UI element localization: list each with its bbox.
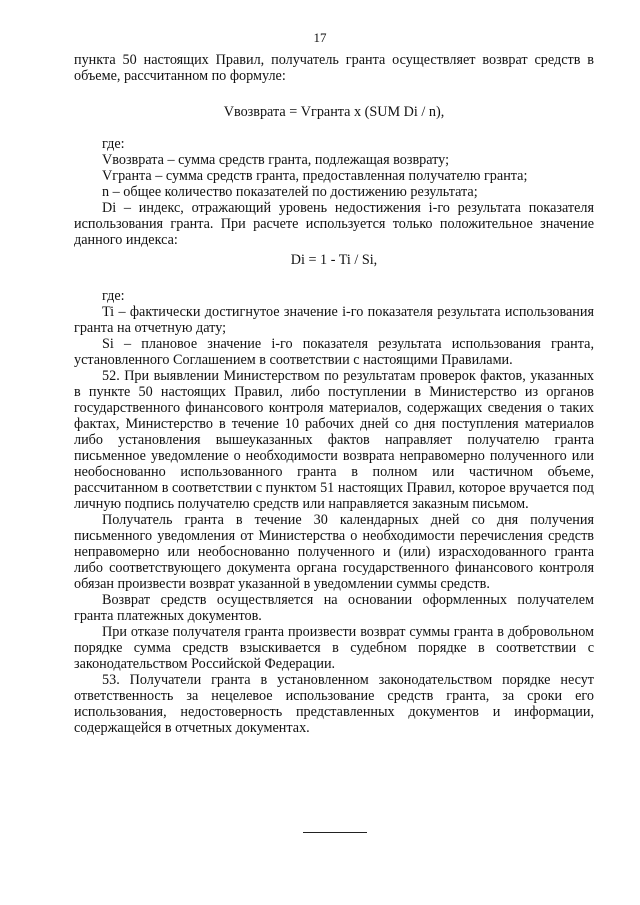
paragraph-52: 52. При выявлении Министерством по результатам проверок фактов, указанных в пункте 50 настоящих Правил, либо поступлении в Министерство из органов государственного финансового контроля материалов, содержащих сведения о таких фактах, Министерство в течение 10 рабочих дней со дня поступления материалов либо установления вышеуказанных фактов направляет получателю гранта письменное уведомление о необходимости возврата неправомерно полученного или необоснованно использованного гранта в полном или частичном объеме, рассчитанном в соответствии с пунктом 51 настоящих Правил, которое вручается под личную подпись получателю средств или направляется заказным письмом. [74, 368, 594, 512]
paragraph-refusal: При отказе получателя гранта произвести возврат суммы гранта в добровольном порядке сумма средств взыскивается в судебном порядке в соответствии с законодательством Российской Федерации. [74, 624, 594, 672]
definition-n: n – общее количество показателей по достижению результата; [102, 184, 478, 200]
spacer [74, 84, 594, 104]
page-number: 17 [313, 30, 327, 45]
paragraph-intro: пункта 50 настоящих Правил, получатель гранта осуществляет возврат средств в объеме, рассчитанном по формуле: [74, 52, 594, 84]
definition-vreturn: Vвозврата – сумма средств гранта, подлежащая возврату; [102, 152, 450, 168]
document-body [74, 52, 594, 736]
spacer [74, 120, 594, 136]
definition-vgrant: Vгранта – сумма средств гранта, предоставленная получателю гранта; [102, 168, 528, 184]
where-label-2: где: [102, 288, 125, 304]
definition-si: Si – плановое значение i-го показателя результата использования гранта, установленного Соглашением в соответствии с настоящими Правилами. [74, 336, 594, 368]
end-divider-line [303, 832, 367, 833]
definition-ti: Ti – фактически достигнутое значение i-го показателя результата использования гранта на отчетную дату; [74, 304, 594, 336]
where-label: где: [102, 136, 125, 152]
spacer [74, 268, 594, 288]
paragraph-payment-documents: Возврат средств осуществляется на основании оформленных получателем гранта платежных документов. [74, 592, 594, 624]
paragraph-return-deadline: Получатель гранта в течение 30 календарных дней со дня получения письменного уведомления от Министерства о необходимости перечисления средств неправомерно или необоснованно полученного и (или) израсходованного гранта либо соответствующего документа органа государственного финансового контроля обязан произвести возврат указанной в уведомлении суммы средств. [74, 512, 594, 592]
formula-di: Di = 1 - Ti / Si, [290, 252, 378, 268]
definition-di: Di – индекс, отражающий уровень недостижения i-го результата показателя использования гранта. При расчете используется только положительное значение данного индекса: [74, 200, 594, 248]
formula-main: Vвозврата = Vгранта x (SUM Di / n), [223, 104, 445, 120]
paragraph-53: 53. Получатели гранта в установленном законодательством порядке несут ответственность за нецелевое использование средств гранта, за сроки его использования, недостоверность представленных документов и информации, содержащейся в отчетных документах. [74, 672, 594, 736]
